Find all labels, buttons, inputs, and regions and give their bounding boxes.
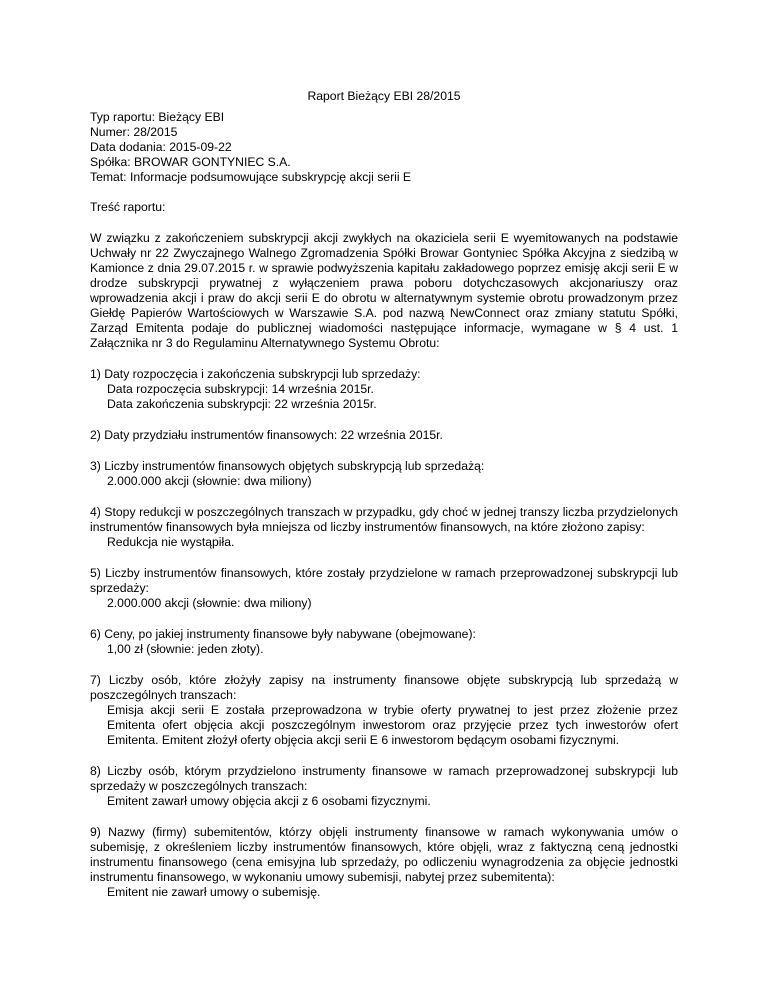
item-1	[90, 367, 678, 412]
report-company: Spółka: BROWAR GONTYNIEC S.A.	[90, 155, 291, 169]
report-meta	[90, 110, 678, 185]
item-line: 1,00 zł (słownie: jeden złoty).	[107, 642, 264, 656]
item-3	[90, 459, 678, 489]
report-number: Numer: 28/2015	[90, 125, 178, 139]
report-title: Raport Bieżący EBI 28/2015	[307, 89, 461, 103]
item-heading: 4) Stopy redukcji w poszczególnych transzach w przypadku, gdy choć w jednej transzy liczba przydzielonych instrumentów finansowych była mniejsza od liczby instrumentów finansowych, na które złożono zapisy:	[90, 505, 678, 534]
report-body	[90, 200, 678, 900]
item-heading: 7) Liczby osób, które złożyły zapisy na instrumenty finansowe objęte subskrypcją lub sprzedażą w poszczególnych transzach:	[90, 673, 678, 702]
item-6	[90, 627, 678, 657]
item-5	[90, 566, 678, 611]
item-2	[90, 428, 678, 443]
item-9	[90, 825, 678, 900]
report-subject: Temat: Informacje podsumowujące subskrypcję akcji serii E	[90, 170, 412, 184]
item-line: Data rozpoczęcia subskrypcji: 14 września 2015r.	[107, 382, 374, 396]
item-line: Emitent zawarł umowy objęcia akcji z 6 osobami fizycznymi.	[107, 794, 431, 808]
content-label: Treść raportu:	[90, 200, 166, 214]
item-heading: 9) Nazwy (firmy) subemitentów, którzy objęli instrumenty finansowe w ramach wykonywania umów o subemisję, z określeniem liczby instrumentów finansowych, które objęli, wraz z faktyczną ceną jednostki instrumentu finansowego (cena emisyjna lub sprzedaży, po odliczeniu wynagrodzenia za objęcie jednostki instrumentu finansowego, w wykonaniu umowy subemisji, nabytej przez subemitenta):	[90, 825, 678, 884]
item-line: Data zakończenia subskrypcji: 22 września 2015r.	[107, 397, 377, 411]
item-line: Emisja akcji serii E została przeprowadzona w trybie oferty prywatnej to jest przez złożenie przez Emitenta ofert objęcia akcji poszczególnym inwestorom oraz przyjęcie przez tych inwestorów ofert Emitenta. Emitent złożył oferty objęcia akcji serii E 6 inwestorom będącym osobami fizycznymi.	[107, 703, 678, 747]
item-line: 2.000.000 akcji (słownie: dwa miliony)	[107, 474, 312, 488]
report-date: Data dodania: 2015-09-22	[90, 140, 232, 154]
item-8	[90, 764, 678, 809]
item-line: Emitent nie zawarł umowy o subemisję.	[107, 885, 321, 899]
intro-paragraph: W związku z zakończeniem subskrypcji akcji zwykłych na okaziciela serii E wyemitowanych na podstawie Uchwały nr 22 Zwyczajnego Walnego Zgromadzenia Spółki Browar Gontyniec Spółka Akcyjna z siedzibą w Kamionce z dnia 29.07.2015 r. w sprawie podwyższenia kapitału zakładowego poprzez emisję akcji serii E w drodze subskrypcji prywatnej z wyłączeniem prawa poboru dotychczasowych akcjonariuszy oraz wprowadzenia akcji i praw do akcji serii E do obrotu w alternatywnym systemie obrotu prowadzonym przez Giełdę Papierów Wartościowych w Warszawie S.A. pod nazwą NewConnect oraz zmiany statutu Spółki, Zarząd Emitenta podaje do publicznej wiadomości następujące informacje, wymagane w § 4 ust. 1 Załącznika nr 3 do Regulaminu Alternatywnego Systemu Obrotu:	[90, 231, 678, 350]
item-heading: 6) Ceny, po jakiej instrumenty finansowe były nabywane (obejmowane):	[90, 627, 476, 641]
report-type: Typ raportu: Bieżący EBI	[90, 110, 225, 124]
item-heading: 8) Liczby osób, którym przydzielono instrumenty finansowe w ramach przeprowadzonej subskrypcji lub sprzedaży w poszczególnych transzach:	[90, 764, 678, 793]
item-heading: 2) Daty przydziału instrumentów finansowych: 22 września 2015r.	[90, 428, 443, 442]
item-7	[90, 673, 678, 748]
item-heading: 1) Daty rozpoczęcia i zakończenia subskrypcji lub sprzedaży:	[90, 367, 421, 381]
item-4	[90, 505, 678, 550]
item-line: 2.000.000 akcji (słownie: dwa miliony)	[107, 596, 312, 610]
item-line: Redukcja nie wystąpiła.	[107, 535, 235, 549]
item-heading: 5) Liczby instrumentów finansowych, które zostały przydzielone w ramach przeprowadzonej subskrypcji lub sprzedaży:	[90, 566, 678, 595]
item-heading: 3) Liczby instrumentów finansowych objętych subskrypcją lub sprzedażą:	[90, 459, 485, 473]
